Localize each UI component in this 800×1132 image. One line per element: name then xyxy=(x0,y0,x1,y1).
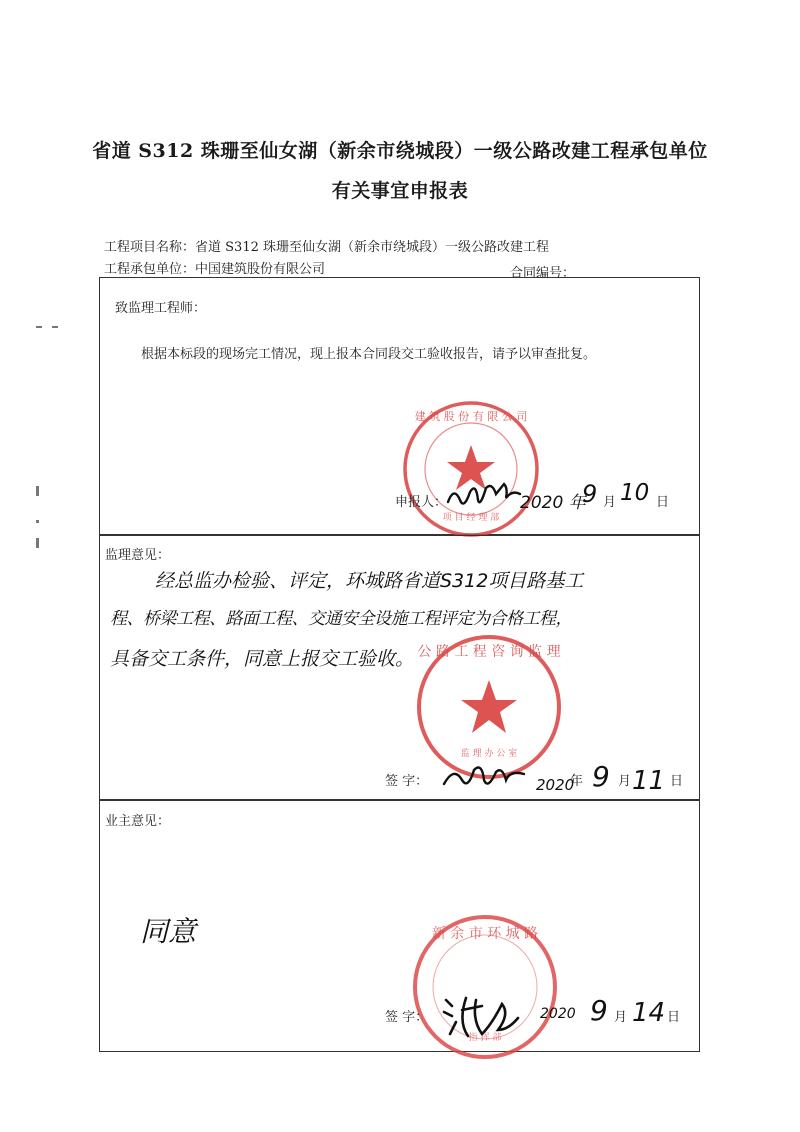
supervisor-signature xyxy=(440,758,530,798)
supervision-month: 9 xyxy=(592,760,610,793)
scan-speck xyxy=(36,486,39,496)
project-value: 省道 S312 珠珊至仙女湖（新余市绕城段）一级公路改建工程 xyxy=(195,240,549,255)
scan-speck xyxy=(36,538,39,548)
svg-text:指 挥 部: 指 挥 部 xyxy=(468,1033,502,1043)
owner-month-label: 月 xyxy=(614,1010,628,1025)
scan-speck xyxy=(36,326,42,328)
applicant-day-label: 日 xyxy=(656,495,670,510)
owner-label: 业主意见： xyxy=(105,814,171,829)
owner-day: 14 xyxy=(632,998,666,1028)
owner-signature xyxy=(440,990,540,1040)
application-body: 根据本标段的现场完工情况，现上报本合同段交工验收报告，请予以审查批复。 xyxy=(141,347,597,362)
supervision-opinion-line3: 具备交工条件，同意上报交工验收。 xyxy=(110,648,415,670)
owner-day-label: 日 xyxy=(667,1010,681,1025)
contractor-seal xyxy=(400,398,542,540)
project-label: 工程项目名称： xyxy=(104,240,196,255)
supervision-opinion-line2: 程、桥梁工程、路面工程、交通安全设施工程评定为合格工程， xyxy=(110,609,572,629)
supervision-month-label: 月 xyxy=(618,774,632,789)
owner-sign-label: 签 字： xyxy=(385,1010,429,1025)
contract-no-label: 合同编号： xyxy=(510,266,576,281)
supervision-sign-label: 签 字： xyxy=(385,774,429,789)
applicant-year: 2020 年 xyxy=(520,493,586,513)
svg-text:监 理 办 公 室: 监 理 办 公 室 xyxy=(460,749,518,759)
owner-year: 2020 xyxy=(540,1006,576,1022)
scan-speck xyxy=(36,520,39,523)
svg-text:新 余 市 环 城 路: 新 余 市 环 城 路 xyxy=(431,926,539,942)
supervision-day-label: 日 xyxy=(670,774,684,789)
svg-text:公 路 工 程 咨 询 监 理: 公 路 工 程 咨 询 监 理 xyxy=(417,644,561,660)
applicant-signature xyxy=(444,480,524,516)
applicant-month: 9 xyxy=(582,480,598,508)
svg-text:建 筑 股 份 有 限 公 司: 建 筑 股 份 有 限 公 司 xyxy=(414,410,528,423)
supervision-label: 监理意见： xyxy=(105,548,171,563)
applicant-month-label: 月 xyxy=(603,495,617,510)
supervision-opinion-line1: 经总监办检验、评定，环城路省道S312项目路基工 xyxy=(155,570,584,592)
owner-opinion: 同意 xyxy=(140,915,197,948)
svg-text:项 目 经 理 部: 项 目 经 理 部 xyxy=(442,513,500,523)
doc-title-line2: 有关事宜申报表 xyxy=(331,180,469,202)
applicant-day: 10 xyxy=(620,480,650,506)
supervision-day: 11 xyxy=(632,766,666,796)
owner-month: 9 xyxy=(590,994,608,1027)
contractor-value: 中国建筑股份有限公司 xyxy=(195,262,326,277)
contractor-label: 工程承包单位： xyxy=(104,262,196,277)
contractor-row xyxy=(104,258,325,277)
scan-speck xyxy=(52,326,58,328)
addressee: 致监理工程师： xyxy=(115,301,207,316)
applicant-label: 申报人： xyxy=(395,495,448,510)
project-row xyxy=(104,236,549,255)
supervision-year-label: 年 xyxy=(570,774,584,789)
supervision-year: 2020 xyxy=(536,776,575,794)
doc-title-line1: 省道 S312 珠珊至仙女湖（新余市绕城段）一级公路改建工程承包单位 xyxy=(92,140,708,162)
